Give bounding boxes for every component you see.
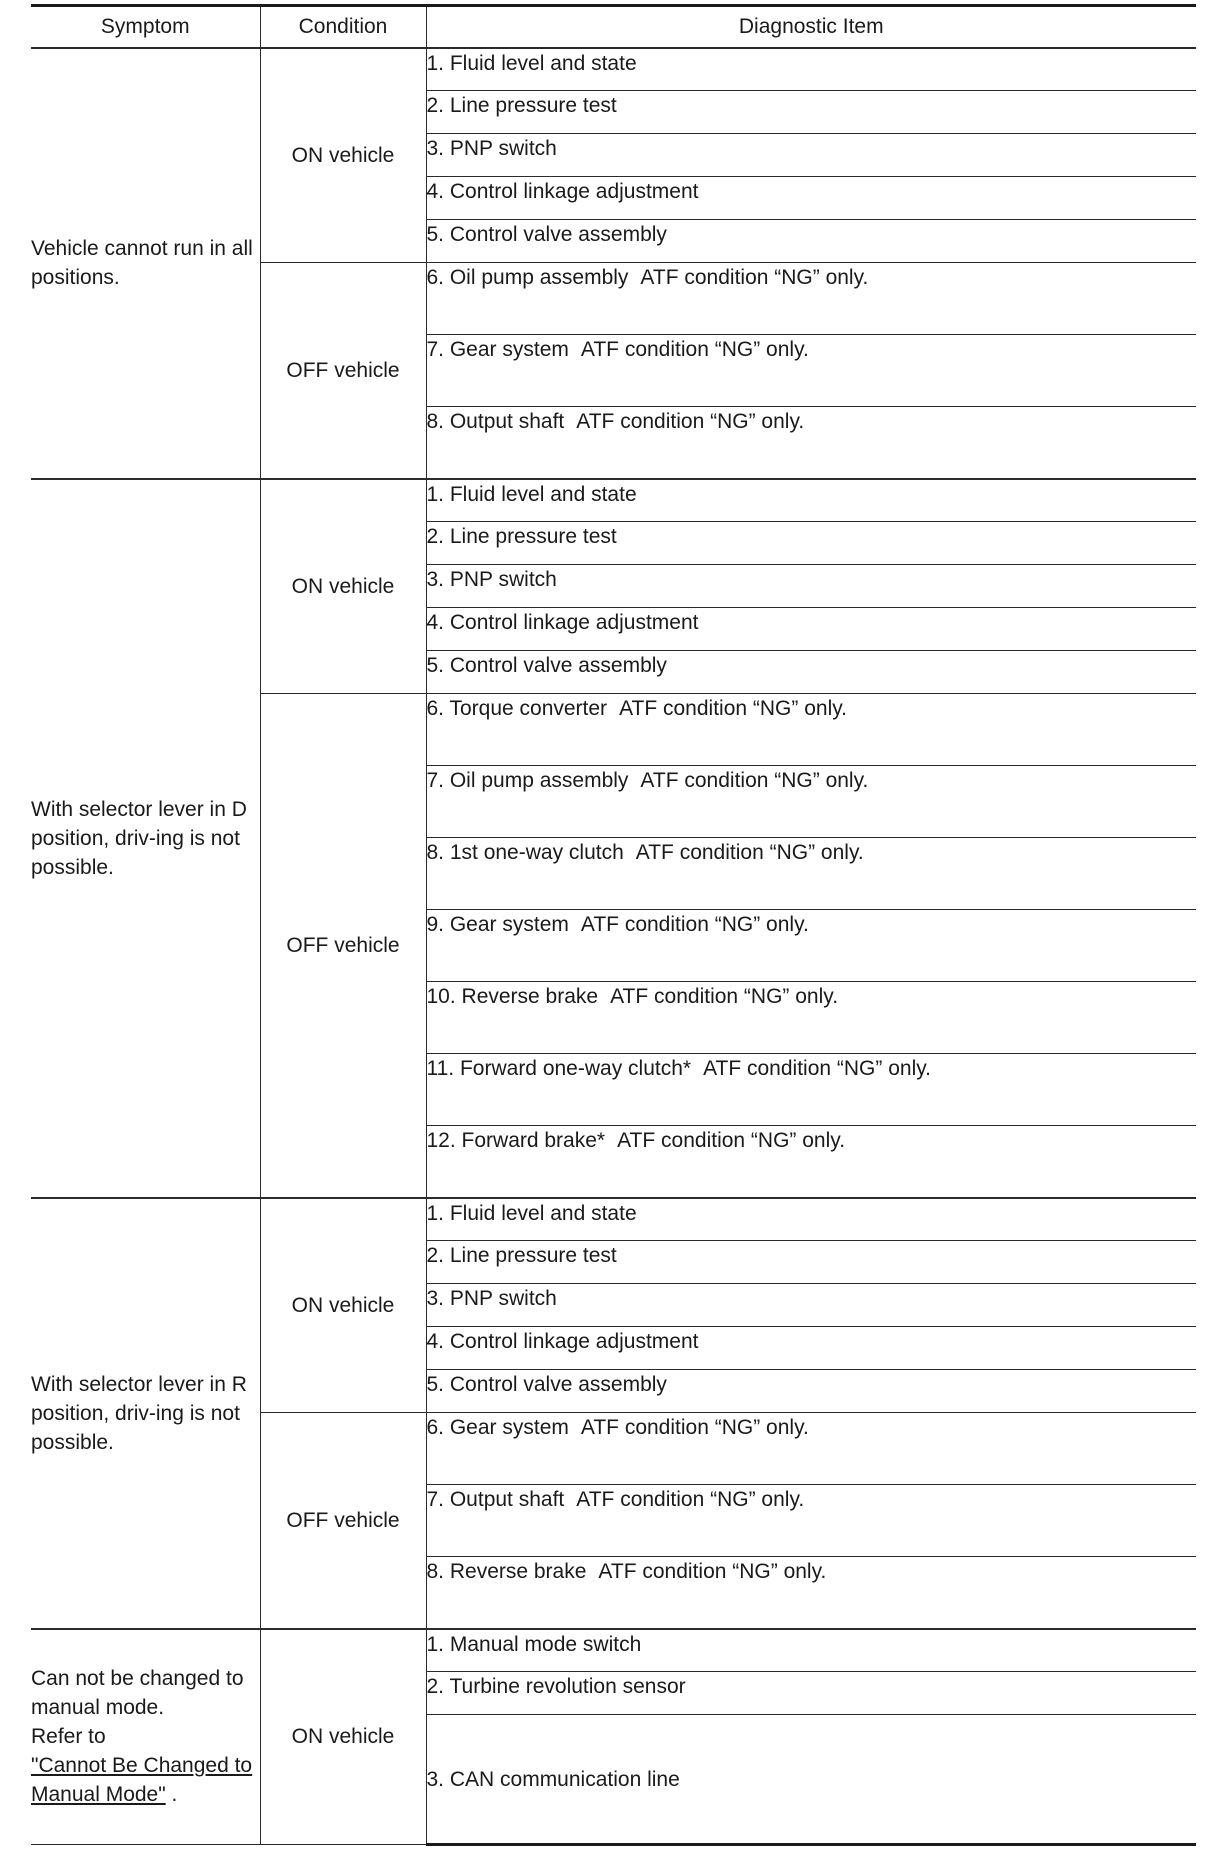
table-header-row [31,6,1196,48]
refer-prefix: Refer to [31,1725,106,1749]
table-row [31,1629,1196,1672]
item-name: 7. Output shaft [426,1488,565,1511]
diagnostic-item [426,335,1196,407]
diagnostic-item [426,910,1196,982]
item-name: 9. Gear system [426,913,569,936]
symptom-cell: With selector lever in R position, driv-ing is not possible. [31,1198,260,1629]
symptom-cell [31,1629,260,1845]
diagnostic-item [426,1485,1196,1557]
diagnostic-item: 1. Fluid level and state [426,48,1196,91]
cannot-change-manual-mode-link[interactable]: "Cannot Be Changed to Manual Mode" [31,1754,253,1807]
table-row [31,1198,1196,1241]
diagnostic-item [426,982,1196,1054]
diagnostic-item: 2. Line pressure test [426,91,1196,134]
diagnostic-item: 5. Control valve assembly [426,651,1196,694]
condition-cell: ON vehicle [260,1198,426,1413]
table-row [31,48,1196,91]
item-note: ATF condition “NG” only. [580,913,809,936]
condition-header: Condition [260,6,426,48]
diagnostic-item: 5. Control valve assembly [426,1370,1196,1413]
item-note: ATF condition “NG” only. [580,1416,809,1439]
diagnostic-item: 4. Control linkage adjustment [426,1327,1196,1370]
item-note: ATF condition “NG” only. [598,1560,827,1583]
item-name: 11. Forward one-way clutch* [426,1057,692,1080]
item-name: 8. Output shaft [426,410,565,433]
item-note: ATF condition “NG” only. [640,266,869,289]
diagnostic-item: 4. Control linkage adjustment [426,177,1196,220]
diagnostic-item [426,1054,1196,1126]
diagnostic-item: 1. Fluid level and state [426,479,1196,522]
symptom-header: Symptom [31,6,260,48]
condition-cell: ON vehicle [260,48,426,263]
condition-cell: OFF vehicle [260,1413,426,1629]
diagnostic-item: 5. Control valve assembly [426,220,1196,263]
diagnostic-item [426,1413,1196,1485]
diagnostic-item [426,838,1196,910]
diagnostic-item [426,1557,1196,1629]
diagnostic-item: 1. Fluid level and state [426,1198,1196,1241]
condition-cell: ON vehicle [260,1629,426,1845]
diagnostic-item: 3. PNP switch [426,134,1196,177]
diagnostic-item: 2. Line pressure test [426,522,1196,565]
item-name: 7. Gear system [426,338,569,361]
diagnostic-item [426,1126,1196,1198]
item-note: ATF condition “NG” only. [703,1057,932,1080]
diagnostic-item: 2. Line pressure test [426,1241,1196,1284]
item-note: ATF condition “NG” only. [619,697,848,720]
item-name: 6. Oil pump assembly [426,266,629,289]
diagnostic-item: 3. CAN communication line [426,1715,1196,1845]
refer-suffix: . [171,1783,178,1807]
symptom-cell: Vehicle cannot run in all positions. [31,48,260,479]
diagnostic-table [31,4,1196,1846]
diagnostic-item [426,694,1196,766]
item-note: ATF condition “NG” only. [635,841,864,864]
diagnostic-item: 4. Control linkage adjustment [426,608,1196,651]
diagnostic-item [426,766,1196,838]
diagnostic-item [426,263,1196,335]
item-note: ATF condition “NG” only. [610,985,839,1008]
diagnostic-item: 3. PNP switch [426,565,1196,608]
diagnostic-item: 1. Manual mode switch [426,1629,1196,1672]
condition-cell: OFF vehicle [260,263,426,479]
symptom-cell: With selector lever in D position, driv-ing is not possible. [31,479,260,1198]
item-name: 7. Oil pump assembly [426,769,629,792]
symptom-text: Can not be changed to manual mode. [31,1667,244,1720]
item-note: ATF condition “NG” only. [580,338,809,361]
item-note: ATF condition “NG” only. [617,1129,846,1152]
diagnostic-item: 2. Turbine revolution sensor [426,1672,1196,1715]
condition-cell: OFF vehicle [260,694,426,1198]
diagnostic-item: 3. PNP switch [426,1284,1196,1327]
item-name: 6. Torque converter [426,697,608,720]
item-name: 6. Gear system [426,1416,569,1439]
item-name: 8. 1st one-way clutch [426,841,624,864]
diagnostic-item [426,407,1196,479]
diagnostic-item-header: Diagnostic Item [426,6,1196,48]
item-name: 12. Forward brake* [426,1129,606,1152]
item-note: ATF condition “NG” only. [576,1488,805,1511]
item-name: 8. Reverse brake [426,1560,587,1583]
condition-cell: ON vehicle [260,479,426,694]
item-note: ATF condition “NG” only. [640,769,869,792]
table-row [31,479,1196,522]
item-name: 10. Reverse brake [426,985,599,1008]
item-note: ATF condition “NG” only. [576,410,805,433]
